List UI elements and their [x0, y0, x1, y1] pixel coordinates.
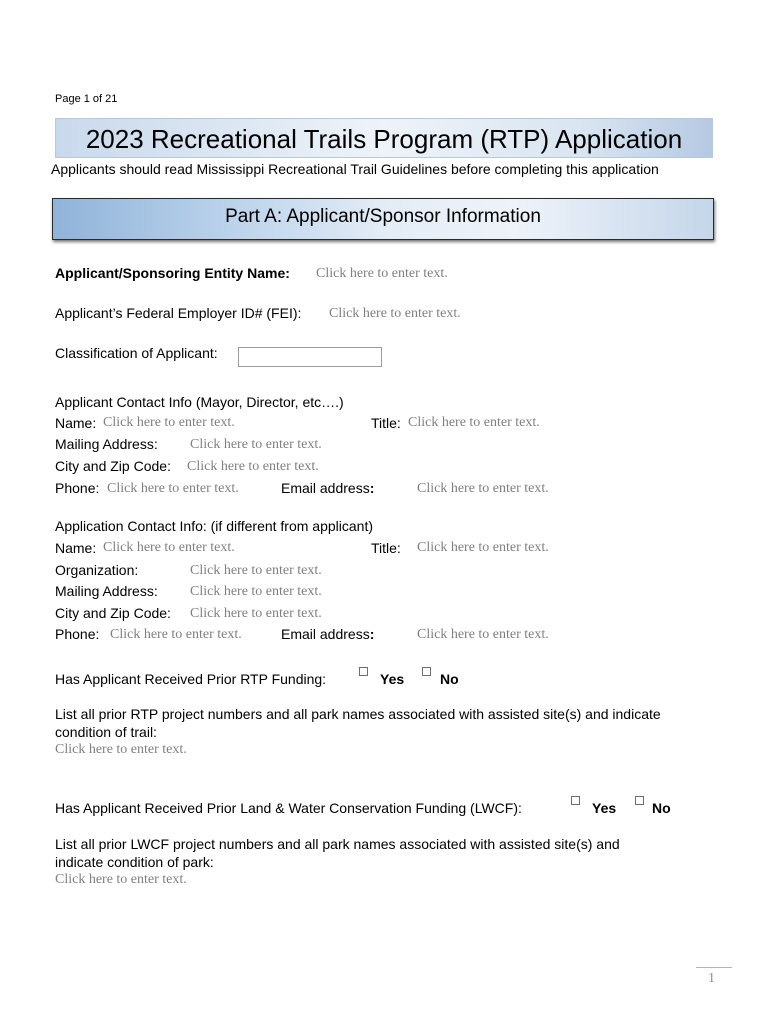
rtp-list-instruction-line2: condition of trail:: [55, 724, 157, 740]
classification-label: Classification of Applicant:: [55, 345, 218, 361]
contact-mailing-field[interactable]: Click here to enter text.: [190, 584, 322, 599]
lwcf-yes-label: Yes: [592, 800, 617, 816]
part-a-banner: [52, 198, 714, 240]
contact-name-field[interactable]: Click here to enter text.: [103, 540, 235, 555]
classification-field[interactable]: [238, 347, 382, 367]
lwcf-yes-checkbox[interactable]: [571, 796, 580, 805]
rtp-no-checkbox[interactable]: [422, 667, 431, 676]
part-a-heading: Part A: Applicant/Sponsor Information: [225, 206, 541, 227]
applicant-email-label-text: Email address: [281, 480, 370, 496]
title-banner: [55, 118, 713, 158]
entity-name-field[interactable]: Click here to enter text.: [316, 266, 448, 281]
footer-divider: [696, 967, 732, 968]
applicant-email-colon: :: [369, 480, 375, 496]
applicant-phone-field[interactable]: Click here to enter text.: [107, 481, 239, 496]
page-number-label: Page 1 of 21: [55, 93, 118, 105]
entity-name-label: Applicant/Sponsoring Entity Name:: [55, 265, 290, 281]
contact-city-zip-field[interactable]: Click here to enter text.: [190, 606, 322, 621]
contact-title-label: Title:: [371, 540, 401, 556]
lwcf-list-field[interactable]: Click here to enter text.: [55, 872, 187, 887]
applicant-mailing-label: Mailing Address:: [55, 436, 158, 452]
rtp-no-label: No: [440, 671, 459, 687]
lwcf-list-instruction-line1: List all prior LWCF project numbers and all park names associated with assisted site(s) and: [55, 836, 620, 852]
contact-email-colon: :: [369, 626, 375, 642]
lwcf-list-instruction-line2: indicate condition of park:: [55, 854, 214, 870]
applicant-phone-label: Phone:: [55, 480, 100, 496]
footer-page-number: 1: [708, 971, 715, 986]
fei-label: Applicant’s Federal Employer ID# (FEI):: [55, 305, 302, 321]
contact-phone-label: Phone:: [55, 626, 100, 642]
applicant-email-field[interactable]: Click here to enter text.: [417, 481, 549, 496]
contact-email-label-text: Email address: [281, 626, 370, 642]
applicant-name-label: Name:: [55, 415, 97, 431]
applicant-city-zip-label: City and Zip Code:: [55, 458, 171, 474]
rtp-yes-checkbox[interactable]: [359, 667, 368, 676]
application-contact-heading: Application Contact Info: (if different from applicant): [55, 518, 374, 534]
rtp-funding-question: Has Applicant Received Prior RTP Funding:: [55, 671, 327, 687]
rtp-list-field[interactable]: Click here to enter text.: [55, 742, 187, 757]
contact-organization-label: Organization:: [55, 562, 139, 578]
applicant-name-field[interactable]: Click here to enter text.: [103, 415, 235, 430]
applicant-city-zip-field[interactable]: Click here to enter text.: [187, 459, 319, 474]
rtp-list-instruction-line1: List all prior RTP project numbers and all park names associated with assisted site(s) and indicate: [55, 706, 661, 722]
contact-name-label: Name:: [55, 540, 97, 556]
contact-email-label: [281, 626, 374, 642]
fei-field[interactable]: Click here to enter text.: [329, 306, 461, 321]
rtp-yes-label: Yes: [380, 671, 405, 687]
contact-mailing-label: Mailing Address:: [55, 583, 158, 599]
lwcf-no-label: No: [652, 800, 671, 816]
contact-phone-field[interactable]: Click here to enter text.: [110, 627, 242, 642]
applicant-title-field[interactable]: Click here to enter text.: [408, 415, 540, 430]
subtitle-instruction: Applicants should read Mississippi Recreational Trail Guidelines before completing this application: [51, 161, 659, 177]
applicant-mailing-field[interactable]: Click here to enter text.: [190, 437, 322, 452]
applicant-email-label: [281, 480, 374, 496]
page-title: 2023 Recreational Trails Program (RTP) Application: [85, 124, 683, 154]
lwcf-no-checkbox[interactable]: [635, 796, 644, 805]
applicant-title-label: Title:: [371, 415, 401, 431]
applicant-contact-heading: Applicant Contact Info (Mayor, Director, etc….): [55, 394, 344, 410]
contact-title-field[interactable]: Click here to enter text.: [417, 540, 549, 555]
lwcf-funding-question: Has Applicant Received Prior Land & Water Conservation Funding (LWCF):: [55, 800, 522, 816]
contact-city-zip-label: City and Zip Code:: [55, 605, 171, 621]
contact-organization-field[interactable]: Click here to enter text.: [190, 563, 322, 578]
contact-email-field[interactable]: Click here to enter text.: [417, 627, 549, 642]
